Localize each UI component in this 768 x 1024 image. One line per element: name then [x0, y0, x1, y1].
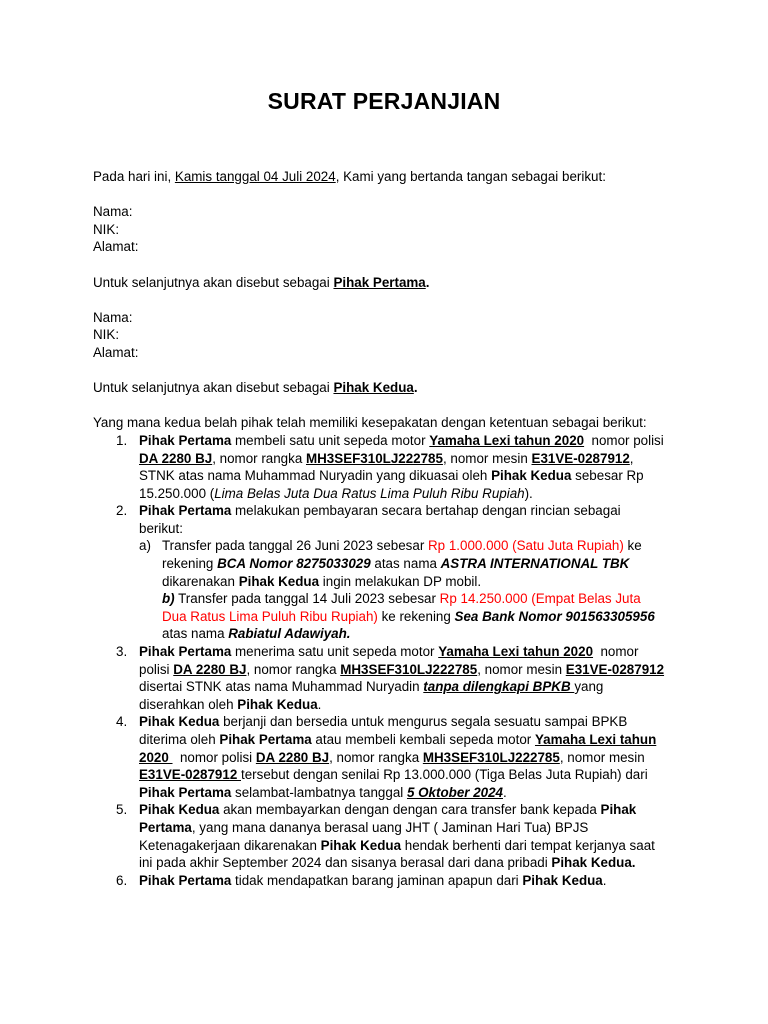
chassis-number: MH3SEF310LJ222785 [422, 749, 560, 765]
term-number: 4. [116, 714, 128, 730]
term-text: nomor polisi [139, 644, 643, 677]
term-item-2 [93, 502, 668, 643]
document-body [93, 168, 668, 889]
field-label: Alamat [93, 344, 135, 360]
account-holder: ASTRA INTERNATIONAL TBK [440, 556, 630, 572]
party-ref: Pihak Pertama [139, 802, 637, 835]
field-label: Nama [93, 309, 129, 325]
engine-number: E31VE-0287912 [531, 450, 630, 466]
term-text: , STNK atas nama Muhammad Nuryadin yang dikuasai oleh [139, 450, 634, 484]
party-ref: Pihak Pertama [139, 644, 232, 660]
party1-designation [93, 274, 668, 292]
party2-name-field [93, 309, 668, 327]
term-text: , nomor mesin [477, 661, 566, 677]
chassis-number: MH3SEF310LJ222785 [340, 661, 478, 677]
field-label: NIK [93, 221, 116, 237]
term-number: 5. [116, 802, 128, 818]
party2-fields [93, 309, 668, 362]
field-label: NIK [93, 327, 116, 343]
party-ref: Pihak Kedua [238, 573, 320, 589]
terms-list [93, 432, 668, 889]
term-text: akan membayarkan dengan dengan cara transfer bank kepada [219, 802, 601, 818]
term-number: 1. [116, 432, 128, 448]
plate-number: DA 2280 BJ [139, 450, 213, 466]
payment-details-list [139, 537, 668, 643]
vehicle-model: Yamaha Lexi tahun 2020 [438, 644, 594, 660]
party1-address-field [93, 238, 668, 256]
party-ref: Pihak Kedua. [551, 855, 636, 871]
term-text: ). [524, 485, 533, 501]
term-text: menerima satu unit sepeda motor [231, 644, 439, 660]
term-text: sebesar Rp 15.250.000 ( [139, 468, 644, 501]
party2-designation [93, 379, 668, 397]
term-number: 2. [116, 503, 128, 519]
plate-number: DA 2280 BJ [255, 749, 330, 765]
party1-name: Pihak Pertama [333, 274, 426, 290]
field-separator: : [128, 309, 133, 325]
term-number: 6. [116, 872, 128, 888]
term-text: , nomor mesin [442, 450, 532, 466]
party-ref: Pihak Kedua [139, 802, 220, 818]
intro-paragraph [93, 168, 668, 186]
party2-nik-field [93, 326, 668, 344]
party-ref: Pihak Pertama [139, 432, 232, 448]
term-text: Transfer pada tanggal 26 Juni 2023 sebesar [162, 538, 429, 554]
term-text: melakukan pembayaran secara bertahap dengan rincian sebagai berikut: [139, 503, 621, 536]
party-ref: Pihak Kedua [320, 837, 402, 853]
term-item-3 [93, 643, 668, 713]
term-text: tersebut dengan senilai Rp 13.000.000 (Tiga Belas Juta Rupiah) dari [241, 767, 648, 783]
vehicle-model: Yamaha Lexi tahun 2020 [429, 432, 585, 448]
bpkb-note: tanpa dilengkapi BPKB [423, 679, 575, 695]
sub-letter: b) [162, 591, 175, 607]
term-number: 3. [116, 644, 128, 660]
party2-address-field [93, 344, 668, 362]
field-label: Nama [93, 204, 129, 220]
payment-detail-a [139, 537, 668, 590]
field-label: Alamat [93, 239, 135, 255]
agreement-intro: Yang mana kedua belah pihak telah memiliki kesepakatan dengan ketentuan sebagai berikut: [93, 415, 647, 431]
term-text: , nomor rangka [212, 450, 306, 466]
party-ref: Pihak Kedua [522, 872, 603, 888]
payment-detail-b [139, 590, 668, 643]
term-text: dikarenakan [162, 573, 239, 589]
party-ref: Pihak Pertama [139, 503, 232, 519]
designation-text: Untuk selanjutnya akan disebut sebagai [93, 274, 334, 290]
bank-account: Sea Bank Nomor 901563305956 [454, 608, 655, 624]
party-ref: Pihak Kedua [491, 468, 572, 484]
party2-name: Pihak Kedua [333, 380, 414, 396]
term-text: ke rekening [162, 538, 642, 572]
term-text: atas nama [370, 556, 441, 572]
intro-text-end: , Kami yang bertanda tangan sebagai berikut: [335, 169, 606, 184]
term-text: atas nama [162, 626, 229, 642]
amount-in-words: Lima Belas Juta Dua Ratus Lima Puluh Ribu Rupiah [214, 485, 525, 501]
party1-nik-field [93, 221, 668, 239]
party-ref: Pihak Kedua [237, 696, 318, 712]
term-item-6 [93, 872, 668, 890]
term-text: nomor polisi [172, 749, 256, 765]
term-text: ingin melakukan DP mobil. [319, 573, 482, 589]
term-text: hendak berhenti dari tempat kerjanya saat ini pada akhir September 2024 dan sisanya berasal dari dana pribadi [139, 837, 655, 871]
term-text: . [503, 784, 507, 800]
chassis-number: MH3SEF310LJ222785 [305, 450, 443, 466]
term-text: atau membeli kembali sepeda motor [311, 732, 535, 747]
document-title: SURAT PERJANJIAN [267, 88, 501, 114]
account-holder: Rabiatul Adawiyah. [228, 626, 351, 642]
term-text: berjanji dan bersedia untuk mengurus segala sesuatu sampai BPKB diterima oleh [139, 714, 628, 747]
vehicle-model: Yamaha Lexi tahun 2020 [139, 732, 657, 765]
field-separator: : [115, 221, 120, 237]
sub-letter: a) [139, 538, 151, 554]
party-ref: Pihak Pertama [139, 784, 232, 800]
term-text: , nomor rangka [329, 749, 423, 765]
designation-text: Untuk selanjutnya akan disebut sebagai [93, 380, 334, 396]
party1-fields [93, 203, 668, 256]
term-text: selambat-lambatnya tanggal [231, 784, 407, 800]
term-text: disertai STNK atas nama Muhammad Nuryadin [139, 679, 424, 695]
term-text: yang diserahkan oleh [139, 679, 604, 712]
term-item-4 [93, 713, 668, 801]
term-text: , nomor mesin [559, 749, 645, 765]
intro-text: Pada hari ini, [93, 169, 175, 184]
agreement-date: Kamis tanggal 04 Juli 2024 [174, 169, 336, 184]
deadline-date: 5 Oktober 2024 [406, 784, 503, 800]
term-text: tidak mendapatkan barang jaminan apapun dari [231, 872, 523, 888]
party1-name-field [93, 203, 668, 221]
party-ref: Pihak Kedua [139, 714, 220, 730]
term-text: . [602, 872, 607, 888]
designation-end: . [413, 380, 418, 396]
field-separator: : [128, 204, 133, 220]
payment-amount: Rp 1.000.000 (Satu Juta Rupiah) [428, 538, 624, 554]
term-text: membeli satu unit sepeda motor [231, 432, 430, 448]
term-text: Transfer pada tanggal 14 Juli 2023 sebesar [178, 591, 440, 607]
term-item-1 [93, 432, 668, 502]
designation-end: . [425, 274, 430, 290]
bank-account: BCA Nomor 8275033029 [217, 556, 371, 572]
field-separator: : [115, 327, 120, 343]
party-ref: Pihak Pertama [139, 872, 232, 888]
party-ref: Pihak Pertama [219, 732, 312, 747]
term-item-5 [93, 801, 668, 871]
engine-number: E31VE-0287912 [139, 767, 241, 783]
field-separator: : [134, 239, 139, 255]
engine-number: E31VE-0287912 [565, 661, 665, 677]
term-text: ke rekening [377, 608, 455, 624]
term-text: . [317, 696, 322, 712]
term-text: , nomor rangka [246, 661, 341, 677]
term-text: nomor polisi [584, 432, 668, 448]
payment-amount: Rp 14.250.000 (Empat Belas Juta Dua Ratus Lima Puluh Ribu Rupiah) [162, 591, 641, 624]
term-text: , yang mana dananya berasal uang JHT ( Jaminan Hari Tua) BPJS Ketenagakerjaan dikarenakan [139, 819, 589, 853]
plate-number: DA 2280 BJ [173, 661, 247, 677]
field-separator: : [134, 344, 139, 360]
